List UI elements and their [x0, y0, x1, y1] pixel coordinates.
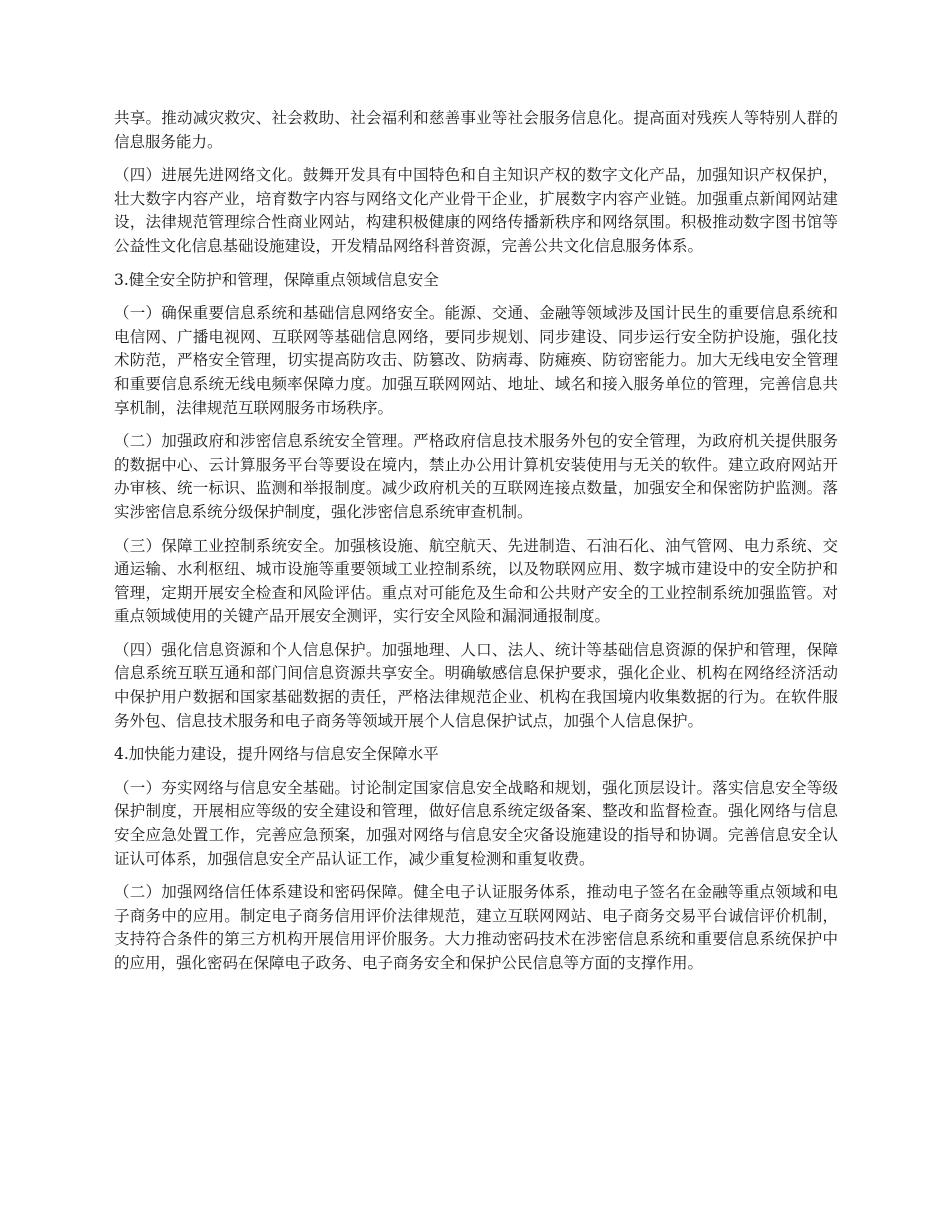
paragraph-social-services: 共享。推动减灾救灾、社会救助、社会福利和慈善事业等社会服务信息化。提高面对残疾人等特别人群的信息服务能力。: [114, 109, 838, 151]
paragraph-industrial-control: （三）保障工业控制系统安全。加强核设施、航空航天、先进制造、石油石化、油气管网、电力系统、交通运输、水利枢纽、城市设施等重要领域工业控制系统，以及物联网应用、数字城市建设中的安全防护和管理，定期开展安全检查和风险评估。重点对可能危及生命和公共财产安全的工业控制系统加强监管。对重点领域使用的关键产品开展安全测评，实行安全风险和漏洞通报制度。: [114, 536, 838, 626]
paragraph-network-culture: （四）进展先进网络文化。鼓舞开发具有中国特色和自主知识产权的数字文化产品，加强知识产权保护，壮大数字内容产业，培育数字内容与网络文化产业骨干企业，扩展数字内容产业链。加强重点新闻网站建设，法律规范管理综合性商业网站，构建积极健康的网络传播新秩序和网络氛围。积极推动数字图书馆等公益性文化信息基础设施建设，开发精品网络科普资源，完善公共文化信息服务体系。: [114, 166, 838, 255]
paragraph-trust-and-crypto: （二）加强网络信任体系建设和密码保障。健全电子认证服务体系，推动电子签名在金融等重点领域和电子商务中的应用。制定电子商务信用评价法律规范，建立互联网网站、电子商务交易平台诚信评价机制，支持符合条件的第三方机构开展信用评价服务。大力推动密码技术在涉密信息系统和重要信息系统保护中的应用，强化密码在保障电子政务、电子商务安全和保护公民信息等方面的支撑作用。: [114, 883, 838, 972]
paragraph-government-systems: （二）加强政府和涉密信息系统安全管理。严格政府信息技术服务外包的安全管理，为政府机关提供服务的数据中心、云计算服务平台等要设在境内，禁止办公用计算机安装使用与无关的软件。建立政府网站开办审核、统一标识、监测和举报制度。减少政府机关的互联网连接点数量，加强安全和保密防护监测。落实涉密信息系统分级保护制度，强化涉密信息系统审查机制。: [114, 432, 838, 521]
section-heading-3: 3.健全安全防护和管理，保障重点领域信息安全: [114, 270, 439, 289]
paragraph-personal-info: （四）强化信息资源和个人信息保护。加强地理、人口、法人、统计等基础信息资源的保护和管理，保障信息系统互联互通和部门间信息资源共享安全。明确敏感信息保护要求，强化企业、机构在网络经济活动中保护用户数据和国家基础数据的责任，严格法律规范企业、机构在我国境内收集数据的行为。在软件服务外包、信息技术服务和电子商务等领域开展个人信息保护试点，加强个人信息保护。: [114, 640, 838, 730]
document-body: [114, 107, 838, 986]
paragraph-critical-systems: （一）确保重要信息系统和基础信息网络安全。能源、交通、金融等领域涉及国计民生的重要信息系统和电信网、广播电视网、互联网等基础信息网络，要同步规划、同步建设、同步运行安全防护设施，强化技术防范，严格安全管理，切实提高防攻击、防篡改、防病毒、防瘫痪、防窃密能力。加大无线电安全管理和重要信息系统无线电频率保障力度。加强互联网网站、地址、域名和接入服务单位的管理，完善信息共享机制，法律规范互联网服务市场秩序。: [114, 304, 838, 417]
paragraph-security-foundation: （一）夯实网络与信息安全基础。讨论制定国家信息安全战略和规划，强化顶层设计。落实信息安全等级保护制度，开展相应等级的安全建设和管理，做好信息系统定级备案、整改和监督检查。强化网络与信息安全应急处置工作，完善应急预案，加强对网络与信息安全灾备设施建设的指导和协调。完善信息安全认证认可体系，加强信息安全产品认证工作，减少重复检测和重复收费。: [114, 778, 838, 868]
section-heading-4: 4.加快能力建设，提升网络与信息安全保障水平: [114, 745, 439, 764]
